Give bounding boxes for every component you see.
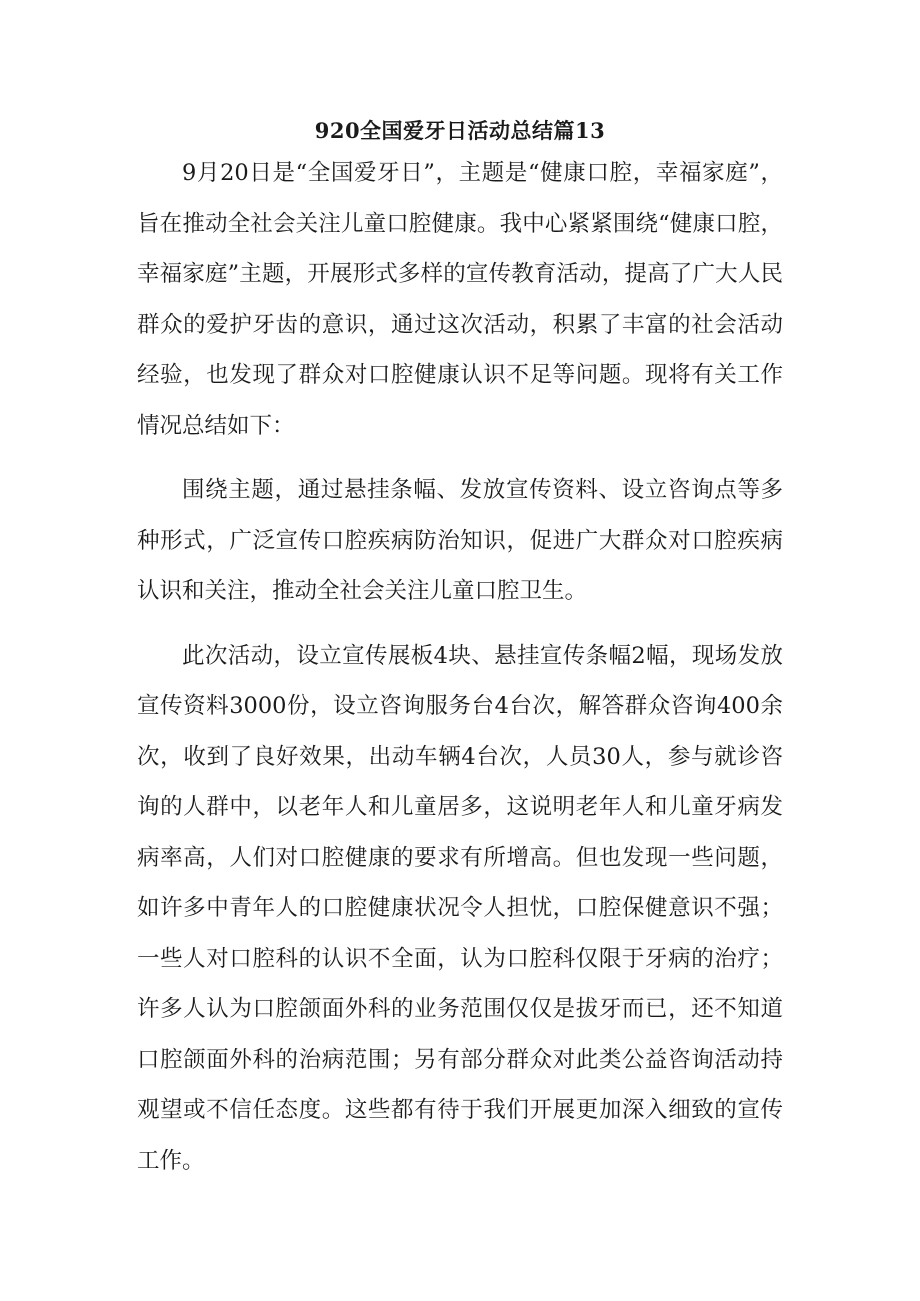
document-title: 920全国爱牙日活动总结篇13: [314, 118, 606, 143]
paragraph-theme: 围绕主题，通过悬挂条幅、发放宣传资料、设立咨询点等多种形式，广泛宣传口腔疾病防治知识，促进广大群众对口腔疾病认识和关注，推动全社会关注儿童口腔卫生。: [137, 477, 783, 604]
paragraph-activity: 此次活动，设立宣传展板4块、悬挂宣传条幅2幅，现场发放宣传资料3000份，设立咨询服务台4台次，解答群众咨询400余次，收到了良好效果，出动车辆4台次，人员30人，参与就诊咨询的人群中，以老年人和儿童居多，这说明老年人和儿童牙病发病率高，人们对口腔健康的要求有所增高。但也发现一些问题，如许多中青年人的口腔健康状况令人担忧，口腔保健意识不强；一些人对口腔科的认识不全面，认为口腔科仅限于牙病的治疗；许多人认为口腔颌面外科的业务范围仅仅是拔牙而已，还不知道口腔颌面外科的治病范围；另有部分群众对此类公益咨询活动持观望或不信任态度。这些都有待于我们开展更加深入细致的宣传工作。: [137, 642, 783, 1174]
paragraph-intro: 9月20日是“全国爱牙日”，主题是“健康口腔，幸福家庭”，旨在推动全社会关注儿童口腔健康。我中心紧紧围绕“健康口腔，幸福家庭”主题，开展形式多样的宣传教育活动，提高了广大人民群众的爱护牙齿的意识，通过这次活动，积累了丰富的社会活动经验，也发现了群众对口腔健康认识不足等问题。现将有关工作情况总结如下：: [137, 160, 783, 439]
